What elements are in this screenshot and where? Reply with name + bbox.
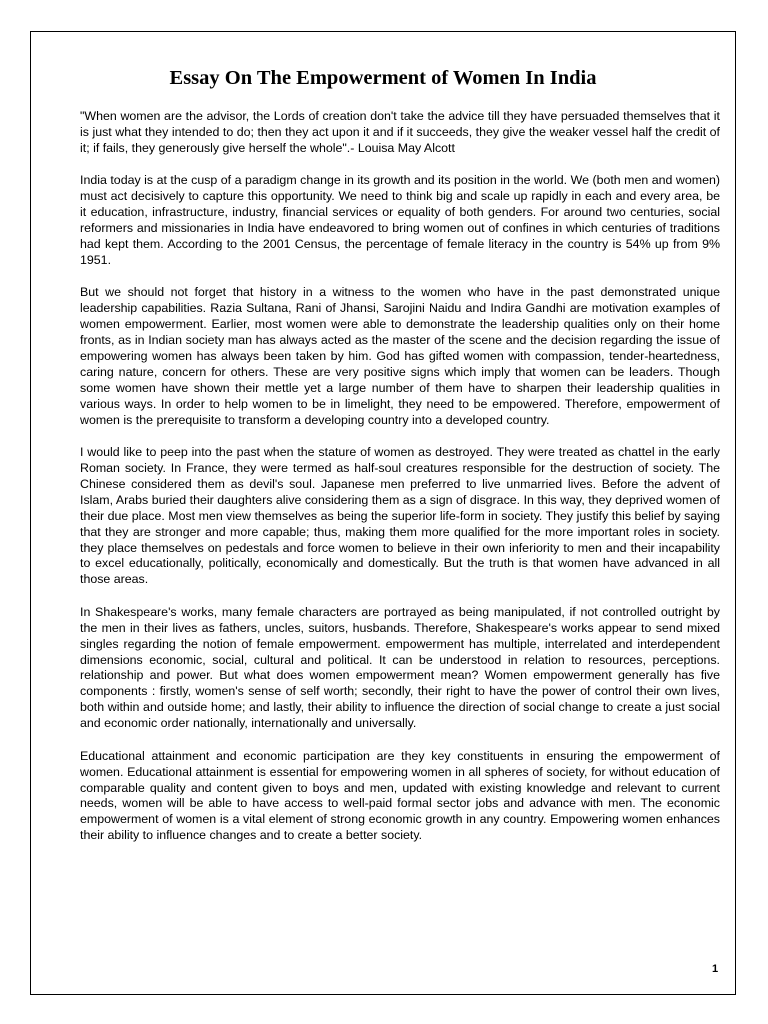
paragraph-shakespeare: In Shakespeare's works, many female characters are portrayed as being manipulated, if not controlled outright by the men in their lives as fathers, uncles, suitors, husbands. Therefore, Shakespeare's works appear to send mixed singles regarding the notion of female empowerment. empowerment has multiple, interrelated and interdependent dimensions economic, social, cultural and political. It can be understood in relation to resources, perceptions. relationship and power. But what does women empowerment mean? Women empowerment generally has five components : firstly, women's sense of self worth; secondly, their right to have the power of control their own lives, both within and outside home; and lastly, their ability to influence the direction of social change to create a just social and economic order nationally, internationally and universally. xyxy=(80,604,720,731)
paragraph-quote: "When women are the advisor, the Lords of creation don't take the advice till they have persuaded themselves that it is just what they intended to do; then they act upon it and if it succeeds, they give the weaker vessel half the credit of it; if fails, they generously give herself the whole".- Louisa May Alcott xyxy=(80,109,720,155)
paragraph-india-today: India today is at the cusp of a paradigm change in its growth and its position in the world. We (both men and women) must act decisively to capture this opportunity. We need to think big and scale up rapidly in each and every area, be it education, infrastructure, industry, financial services or equality of both genders. For around two centuries, social reformers and missionaries in India have endeavored to bring women out of confines in which centuries of traditions had kept them. According to the 2001 Census, the percentage of female literacy in the country is 54% up from 9% 1951. xyxy=(80,173,720,267)
page-number: 1 xyxy=(712,963,719,975)
paragraph-past-stature: I would like to peep into the past when the stature of women as destroyed. They were treated as chattel in the early Roman society. In France, they were termed as half-soul creatures responsible for the destruction of society. The Chinese considered them as devil's soul. Japanese men preferred to live unmarried lives. Before the advent of Islam, Arabs buried their daughters alive considering them as a sign of disgrace. In this way, they deprived women of their due place. Most men view themselves as being the superior life-form in society. They justify this belief by saying that they are stronger and more capable; thus, making them more qualified for the more important roles in society. they place themselves on pedestals and force women to believe in their own inferiority to men and their incapability to excel educationally, politically, economically and domestically. But the truth is that women have advanced in all those areas. xyxy=(80,445,720,587)
paragraph-history: But we should not forget that history in a witness to the women who have in the past demonstrated unique leadership capabilities. Razia Sultana, Rani of Jhansi, Sarojini Naidu and Indira Gandhi are motivation examples of women empowerment. Earlier, most women were able to demonstrate the leadership qualities only on their home fronts, as in Indian society man has always acted as the master of the scene and the decision regarding the issue of empowering women has always been taken by him. God has gifted women with compassion, tender-heartedness, caring nature, concern for others. These are very positive signs which imply that women can be leaders. Though some women have shown their mettle yet a large number of them have to sharpen their leadership qualities in various ways. In order to help women to be in limelight, they need to be empowered. Therefore, empowerment of women is the prerequisite to transform a developing country into a developed country. xyxy=(80,285,720,427)
paragraph-education: Educational attainment and economic participation are they key constituents in ensuring the empowerment of women. Educational attainment is essential for empowering women in all spheres of society, for without education of comparable quality and content given to boys and men, updated with existing knowledge and relevant to current needs, women will be able to have access to well-paid formal sector jobs and advance with men. The economic empowerment of women is a vital element of strong economic growth in any country. Empowering women enhances their ability to influence changes and to create a better society. xyxy=(80,748,720,843)
document-title: Essay On The Empowerment of Women In India xyxy=(169,67,597,89)
document-body xyxy=(80,109,720,861)
